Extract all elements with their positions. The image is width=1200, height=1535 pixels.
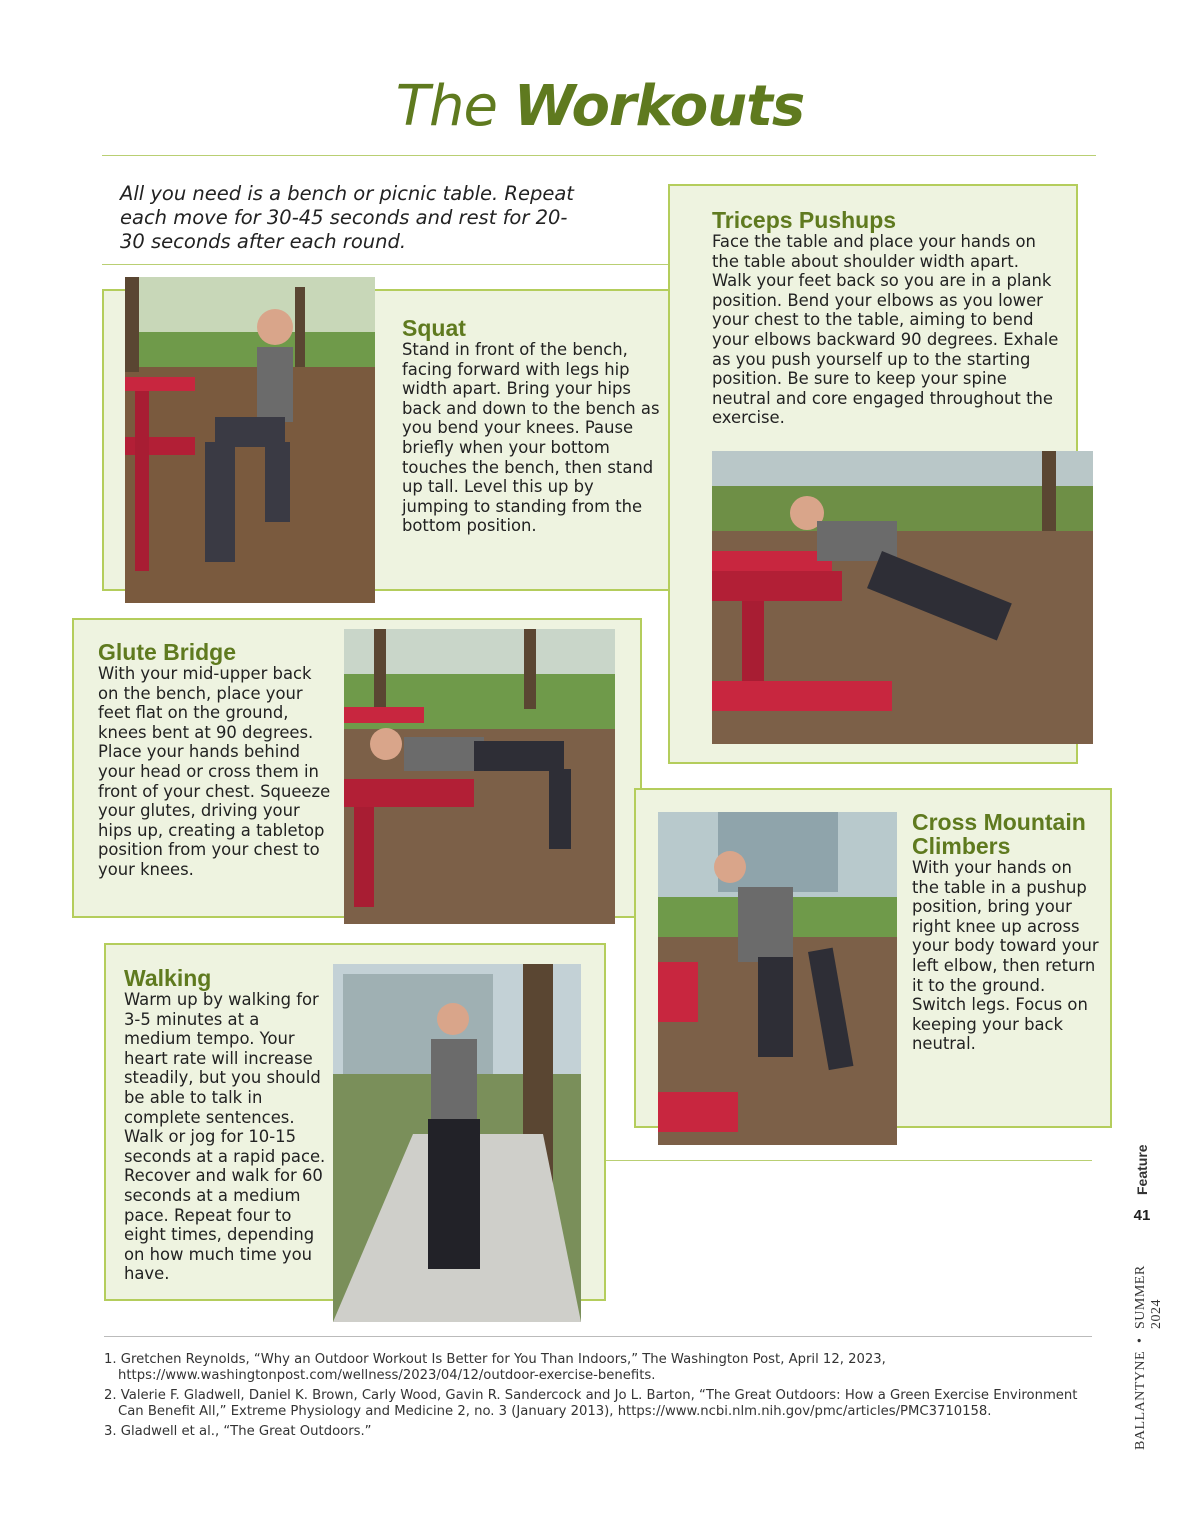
- climbers-body: With your hands on the table in a pushup position, bring your right knee up across your body toward your left elbow, then return it to the ground. Switch legs. Focus on keeping your back neutral.: [912, 858, 1099, 1054]
- climbers-photo: [658, 812, 897, 1145]
- title-light: The: [395, 74, 514, 139]
- folio-separator: •: [1133, 1337, 1148, 1343]
- footnote-item: 3. Gladwell et al., “The Great Outdoors.”: [104, 1424, 372, 1439]
- issue-label: SUMMER 2024: [1133, 1265, 1164, 1330]
- intro-text: All you need is a bench or picnic table. Repeat each move for 30-45 seconds and rest for 20-30 seconds after each round.: [120, 182, 574, 253]
- footnote-rule: [104, 1336, 1092, 1337]
- triceps-text: [712, 208, 1062, 428]
- page-number: 41: [1133, 1207, 1151, 1224]
- footnote-item: 1. Gretchen Reynolds, “Why an Outdoor Workout Is Better for You Than Indoors,” The Washington Post, April 12, 2023, https://www.washingtonpost.com/wellness/2023/04/12/outdoor-exercise-benefits.: [104, 1352, 886, 1383]
- squat-body: Stand in front of the bench, facing forward with legs hip width apart. Bring your hips back and down to the bench as you bend your knees. Pause briefly when your bottom touches the bench, then stand up tall. Level this up by jumping to standing from the bottom position.: [402, 340, 660, 536]
- title-rule: [102, 155, 1096, 156]
- magazine-name: BALLANTYNE: [1133, 1350, 1148, 1450]
- climbers-text: [912, 810, 1102, 1054]
- page-title: [0, 72, 1200, 142]
- squat-title: Squat: [402, 315, 466, 341]
- walking-text: [124, 966, 329, 1284]
- glute-body: With your mid-upper back on the bench, place your feet flat on the ground, knees bent at 90 degrees. Place your hands behind your head or cross them in front of your chest. Squeeze your glutes, driving your hips up, creating a tabletop position from your chest to your knees.: [98, 664, 331, 879]
- title-bold: Workouts: [513, 74, 805, 139]
- glute-photo: [344, 629, 615, 924]
- glute-text: [98, 640, 336, 880]
- section-label: Feature: [1134, 1144, 1150, 1195]
- walking-photo: [333, 964, 581, 1322]
- glute-title: Glute Bridge: [98, 639, 237, 665]
- walking-title: Walking: [124, 965, 212, 991]
- squat-photo: [125, 277, 375, 603]
- squat-text: [402, 316, 662, 536]
- climbers-title: Cross Mountain Climbers: [912, 809, 1086, 859]
- walking-body: Warm up by walking for 3-5 minutes at a medium tempo. Your heart rate will increase steadily, but you should be able to talk in complete sentences. Walk or jog for 10-15 seconds at a rapid pace. Recover and walk for 60 seconds at a medium pace. Repeat four to eight times, depending on how much time you have.: [124, 990, 326, 1284]
- triceps-body: Face the table and place your hands on the table about shoulder width apart. Walk your feet back so you are in a plank position. Bend your elbows as you lower your chest to the table, aiming to bend your elbows backward 90 degrees. Exhale as you push yourself up to the starting position. Be sure to keep your spine neutral and core engaged throughout the exercise.: [712, 232, 1059, 428]
- magazine-folio: [1133, 1240, 1165, 1450]
- triceps-photo: [712, 451, 1093, 744]
- triceps-title: Triceps Pushups: [712, 207, 897, 233]
- intro-rule: [102, 264, 668, 265]
- footnote-item: 2. Valerie F. Gladwell, Daniel K. Brown, Carly Wood, Gavin R. Sandercock and Jo L. Barton, “The Great Outdoors: How a Green Exercise Environment Can Benefit All,” Extreme Physiology and Medicine 2, no. 3 (January 2013), https://www.ncbi.nlm.nih.gov/pmc/articles/PMC3710158.: [104, 1388, 1078, 1419]
- connector-rule-bottom: [606, 1160, 1092, 1161]
- footnotes: [104, 1352, 1104, 1445]
